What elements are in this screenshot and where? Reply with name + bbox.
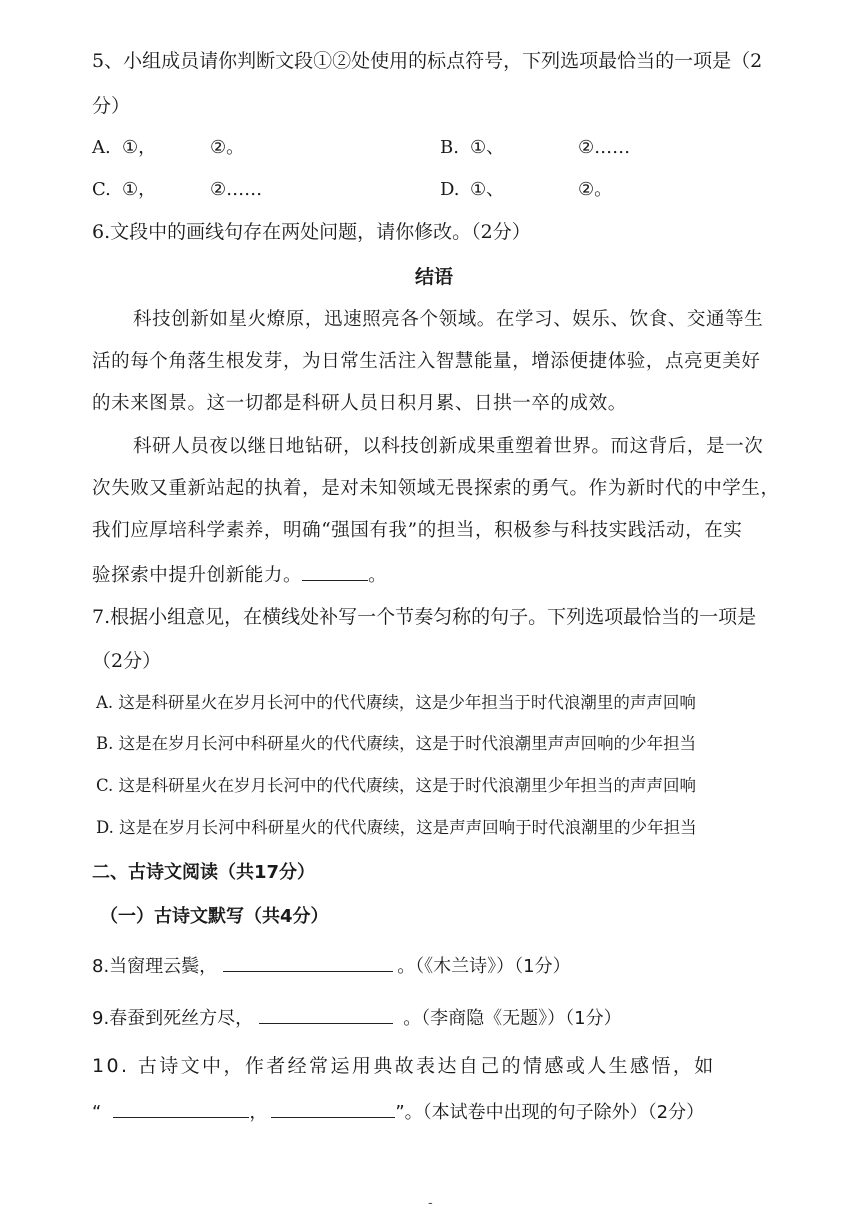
q5-stem-line1: 5、小组成员请你判断文段①②处使用的标点符号，下列选项最恰当的一项是（2 [92,50,763,72]
q7-stem-line1: 7.根据小组意见，在横线处补写一个节奏匀称的句子。下列选项最恰当的一项是 [92,606,757,628]
q10-open-quote: “ [92,1102,102,1123]
q5-option-b-mark1: ①、 [470,137,505,158]
q8-line [92,951,571,980]
q5-option-a-mark1: ①， [122,137,157,158]
passage-p2-line4 [92,560,387,589]
passage-p2-line3: 我们应厚培科学素养，明确“强国有我”的担当，积极参与科技实践活动，在实 [92,520,743,541]
section-2-title: 二、古诗文阅读（共17分） [92,862,316,883]
q7-option-b: B. 这是在岁月长河中科研星火的代代赓续，这是于时代浪潮里声声回响的少年担当 [96,734,697,753]
q9-prefix: 9.春蚕到死丝方尽， [92,1008,254,1029]
passage-p1-line2: 活的每个角落生根发芽，为日常生活注入智慧能量，增添便捷体验，点亮更美好 [92,351,761,372]
passage-fill-blank[interactable] [302,560,368,581]
passage-p1-line3: 的未来图景。这一切都是科研人员日积月累、日拱一卒的成效。 [92,393,627,414]
passage-p1-line1: 科技创新如星火燎原，迅速照亮各个领域。在学习、娱乐、饮食、交通等生 [133,309,764,330]
q9-line [92,1003,622,1032]
q8-suffix: 。（《木兰诗》）（1分） [397,956,571,977]
page-number: - [428,1195,433,1211]
subsection-1-title: （一）古诗文默写（共4分） [100,906,329,927]
q10-answer-blank-2[interactable] [271,1097,395,1118]
q10-comma: ， [249,1102,268,1123]
q5-option-d-mark1: ①、 [470,179,505,200]
q10-answer-blank-1[interactable] [113,1097,249,1118]
q5-option-d-mark2: ②。 [578,179,613,200]
q5-option-a-label: A. [92,137,111,158]
passage-p2-line1: 科研人员夜以继日地钻研，以科技创新成果重塑着世界。而这背后，是一次 [133,436,764,457]
q7-option-c: C. 这是科研星火在岁月长河中的代代赓续，这是于时代浪潮里少年担当的声声回响 [96,776,697,795]
q9-suffix: 。（李商隐《无题》）（1分） [403,1008,622,1029]
q8-prefix: 8.当窗理云鬓， [92,956,218,977]
passage-p2-line4-text: 验探索中提升创新能力。 [92,565,303,586]
q6-stem: 6.文段中的画线句存在两处问题，请你修改。（2分） [92,221,531,243]
q5-option-d-label: D. [440,179,460,200]
q5-option-c [92,177,263,203]
q5-option-d [440,177,613,203]
q10-close: ”。（本试卷中出现的句子除外）（2分） [395,1102,705,1123]
q5-option-c-mark2: ②…… [210,179,263,200]
q5-option-b-mark2: ②…… [578,137,631,158]
q5-option-a [92,135,245,161]
q7-option-d: D. 这是在岁月长河中科研星火的代代赓续，这是声声回响于时代浪潮里的少年担当 [96,818,697,837]
q5-option-b [440,135,631,161]
q10-stem-line1: 10. 古诗文中，作者经常运用典故表达自己的情感或人生感悟，如 [92,1055,716,1077]
q5-option-b-label: B. [440,137,459,158]
q9-answer-blank[interactable] [259,1003,393,1024]
q10-line2 [92,1097,704,1126]
passage-p2-line2: 次失败又重新站起的执着，是对未知领域无畏探索的勇气。作为新时代的中学生， [92,478,780,499]
q5-option-a-mark2: ②。 [210,137,245,158]
q8-answer-blank[interactable] [223,951,393,972]
q7-stem-line2: （2分） [92,650,162,672]
q5-option-c-mark1: ①， [122,179,157,200]
passage-p2-line4-end: 。 [368,565,388,586]
q5-stem-line2: 分） [92,95,131,117]
q5-option-c-label: C. [92,179,111,200]
q7-option-a: A. 这是科研星火在岁月长河中的代代赓续，这是少年担当于时代浪潮里的声声回响 [96,693,696,712]
conclusion-heading: 结语 [414,266,453,288]
